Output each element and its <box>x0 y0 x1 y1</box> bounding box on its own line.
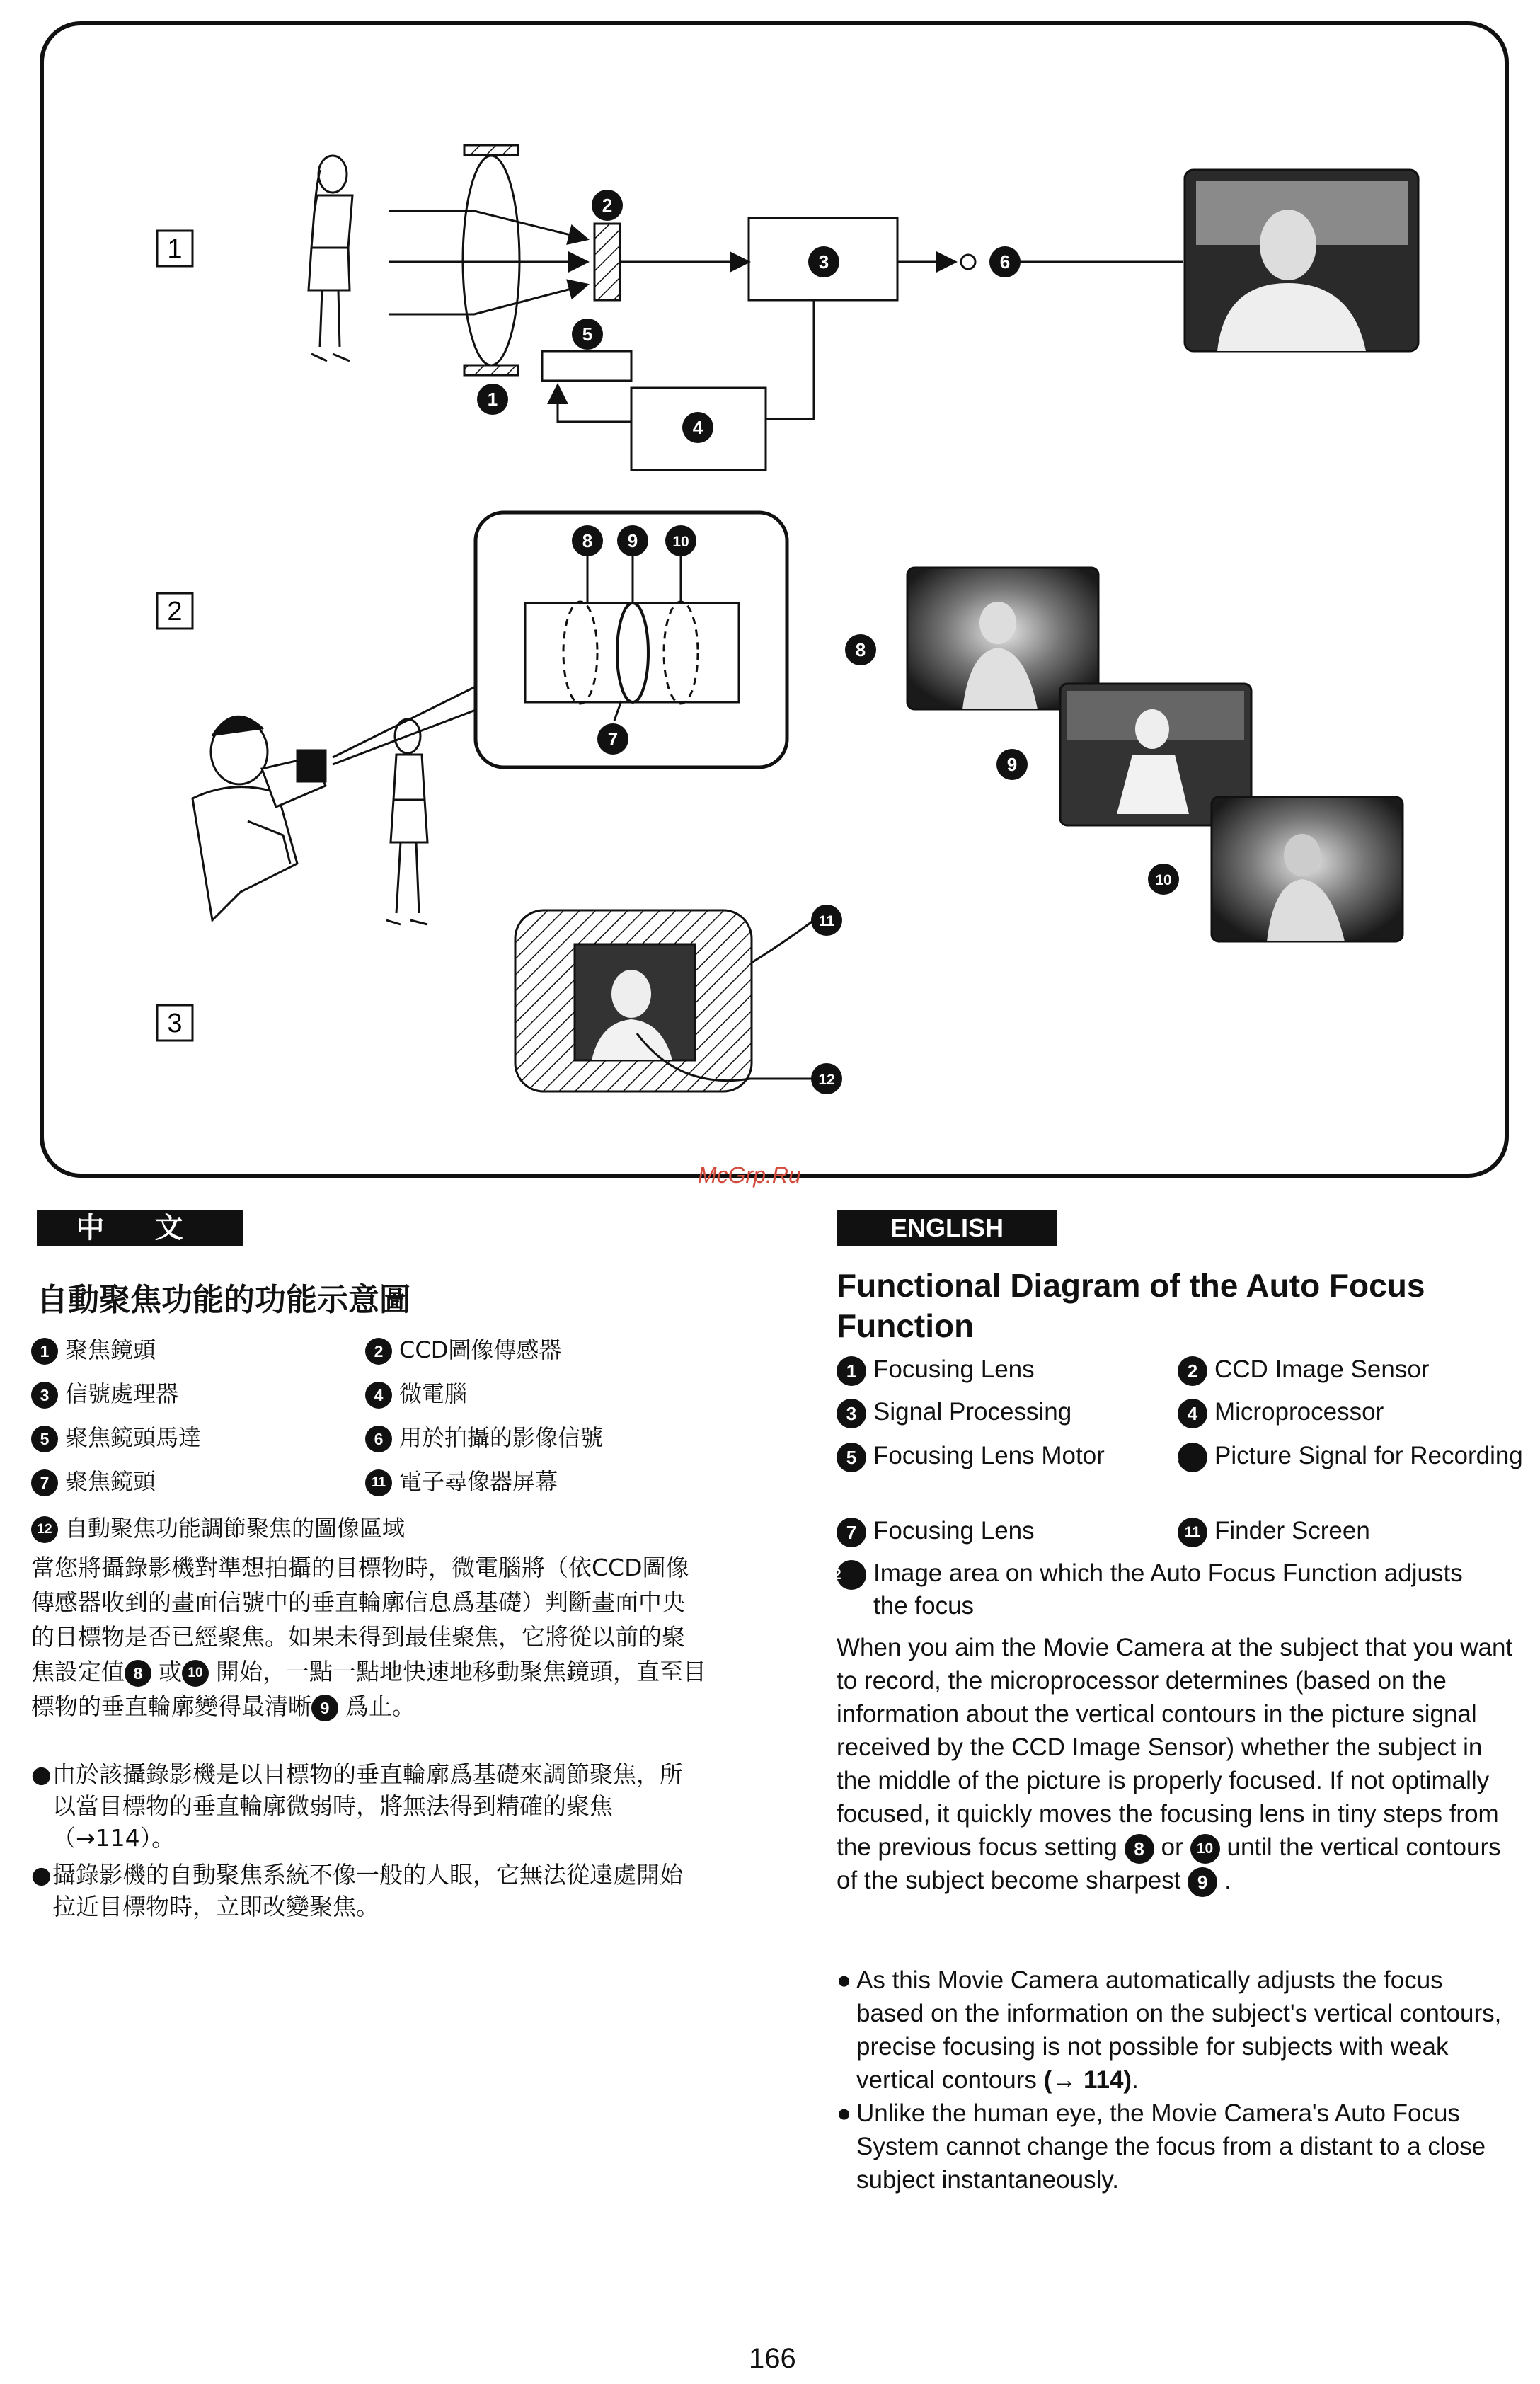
english-paragraph: When you aim the Movie Camera at the subject that you want to record, the microprocessor determines (based on the information about the vertical contours in the picture signal received by the CCD Image Sensor) whether the subject in the middle of the picture is properly focused. If not optimally focused, it quickly moves the focusing lens in tiny steps from the previous focus setting 8 or 10 until the vertical contours of the subject become sharpest 9 . <box>837 1631 1516 1897</box>
svg-text:2: 2 <box>602 195 613 216</box>
english-title: Functional Diagram of the Auto Focus Function <box>837 1267 1425 1344</box>
svg-text:11: 11 <box>818 913 835 929</box>
en-item-5: 5 Focusing Lens Motor <box>837 1440 1105 1472</box>
subject-figure <box>309 156 352 361</box>
zh-bullet-1: ●由於該攝錄影機是以目標物的垂直輪廓爲基礎來調節聚焦，所以當目標物的垂直輪廓微弱時，將無法得到精確的聚焦（→114）。 <box>31 1760 683 1852</box>
marker-11 <box>811 905 842 936</box>
svg-text:1: 1 <box>167 234 183 264</box>
marker-4 <box>682 412 713 443</box>
en-item-11: 11 Finder Screen <box>1178 1515 1370 1547</box>
svg-text:2: 2 <box>167 597 183 626</box>
marker-2 <box>592 190 623 221</box>
zh-bullet-2: ●攝錄影機的自動聚焦系統不像一般的人眼，它無法從遠處開始拉近目標物時，立即改變聚焦。 <box>31 1861 683 1920</box>
marker-9-frame <box>996 749 1028 780</box>
svg-text:9: 9 <box>627 530 638 551</box>
row-label-2 <box>157 593 192 629</box>
svg-text:5: 5 <box>582 323 593 345</box>
svg-text:12: 12 <box>818 1072 835 1088</box>
zh-item-6: 6 用於拍攝的影像信號 <box>365 1420 603 1452</box>
ccd-sensor <box>594 224 620 300</box>
svg-text:8: 8 <box>855 639 866 660</box>
focusing-lens <box>463 145 519 375</box>
en-item-6: 6 Picture Signal for Recording <box>1178 1440 1526 1472</box>
svg-text:9: 9 <box>1006 754 1018 775</box>
en-bullet-1: ● As this Movie Camera automatically adjusts the focus based on the information on the subject's vertical contours, precise focusing is not possible for subjects with weak vertical contours (→ 114). <box>837 1966 1502 2094</box>
en-item-2: 2 CCD Image Sensor <box>1178 1353 1429 1386</box>
marker-5 <box>572 319 603 350</box>
zh-item-12: 12 自動聚焦功能調節聚焦的圖像區域 <box>31 1511 405 1543</box>
english-header: ENGLISH <box>837 1210 1057 1246</box>
svg-text:8: 8 <box>582 530 593 551</box>
chinese-paragraph: 當您將攝錄影機對準想拍攝的目標物時，微電腦將（依CCD圖像傳感器收到的畫面信號中的垂直輪廓信息爲基礎）判斷畫面中央的目標物是否已經聚焦。如果未得到最佳聚焦，它將從以前的聚焦設定值 8 或 10 開始，一點一點地快速地移動聚焦鏡頭，直至目標物的垂直輪廓變得最清晰 9 爲止。 <box>31 1554 706 1720</box>
svg-text:10: 10 <box>672 534 689 550</box>
en-item-3: 3 Signal Processing <box>837 1396 1071 1428</box>
svg-text:1: 1 <box>487 389 498 410</box>
svg-text:10: 10 <box>1155 872 1172 888</box>
en-item-1: 1 Focusing Lens <box>837 1353 1035 1386</box>
chinese-header: 中 文 <box>37 1210 243 1246</box>
zh-item-11: 11 電子尋像器屏幕 <box>365 1464 558 1496</box>
zh-item-1: 1 聚焦鏡頭 <box>31 1332 156 1365</box>
chinese-title: 自動聚焦功能的功能示意圖 <box>37 1282 410 1318</box>
marker-6 <box>989 246 1021 277</box>
subject-figure-2 <box>386 719 427 924</box>
en-item-12: 12 Image area on which the Auto Focus Function adjusts the focus <box>824 1559 1463 1620</box>
focus-frame-far <box>1212 797 1403 941</box>
page-number: 166 <box>749 2343 796 2374</box>
marker-8-detail <box>572 525 603 556</box>
lens-motor-box <box>542 351 631 381</box>
marker-10-detail <box>665 525 696 556</box>
en-item-4: 4 Microprocessor <box>1178 1396 1384 1428</box>
zh-item-5: 5 聚焦鏡頭馬達 <box>31 1420 201 1452</box>
marker-12 <box>811 1063 842 1094</box>
camera-operator <box>192 716 326 920</box>
recorded-picture <box>1185 170 1418 351</box>
marker-1 <box>477 384 508 415</box>
en-item-7: 7 Focusing Lens <box>837 1515 1035 1547</box>
marker-8-frame <box>845 634 876 665</box>
marker-3 <box>808 246 839 277</box>
svg-text:7: 7 <box>607 728 619 750</box>
en-bullet-2: ● Unlike the human eye, the Movie Camera's Auto Focus System cannot change the focus from a distant to a close subject instantaneously. <box>837 2099 1486 2194</box>
watermark: McGrp.Ru <box>698 1162 801 1188</box>
svg-text:4: 4 <box>692 417 703 438</box>
finder-screen <box>515 910 814 1091</box>
marker-9-detail <box>617 525 648 556</box>
svg-text:3: 3 <box>818 251 829 273</box>
svg-text:6: 6 <box>999 251 1011 273</box>
row-label-3 <box>157 1005 192 1041</box>
zh-item-2: 2 CCD圖像傳感器 <box>365 1332 561 1365</box>
marker-10-frame <box>1148 864 1179 895</box>
zh-item-4: 4 微電腦 <box>365 1376 467 1409</box>
marker-7 <box>597 723 628 755</box>
zh-item-3: 3 信號處理器 <box>31 1376 178 1409</box>
row-label-1 <box>157 231 192 266</box>
zh-item-7: 7 聚焦鏡頭 <box>31 1464 156 1496</box>
svg-text:3: 3 <box>167 1009 183 1038</box>
light-rays <box>389 211 587 314</box>
